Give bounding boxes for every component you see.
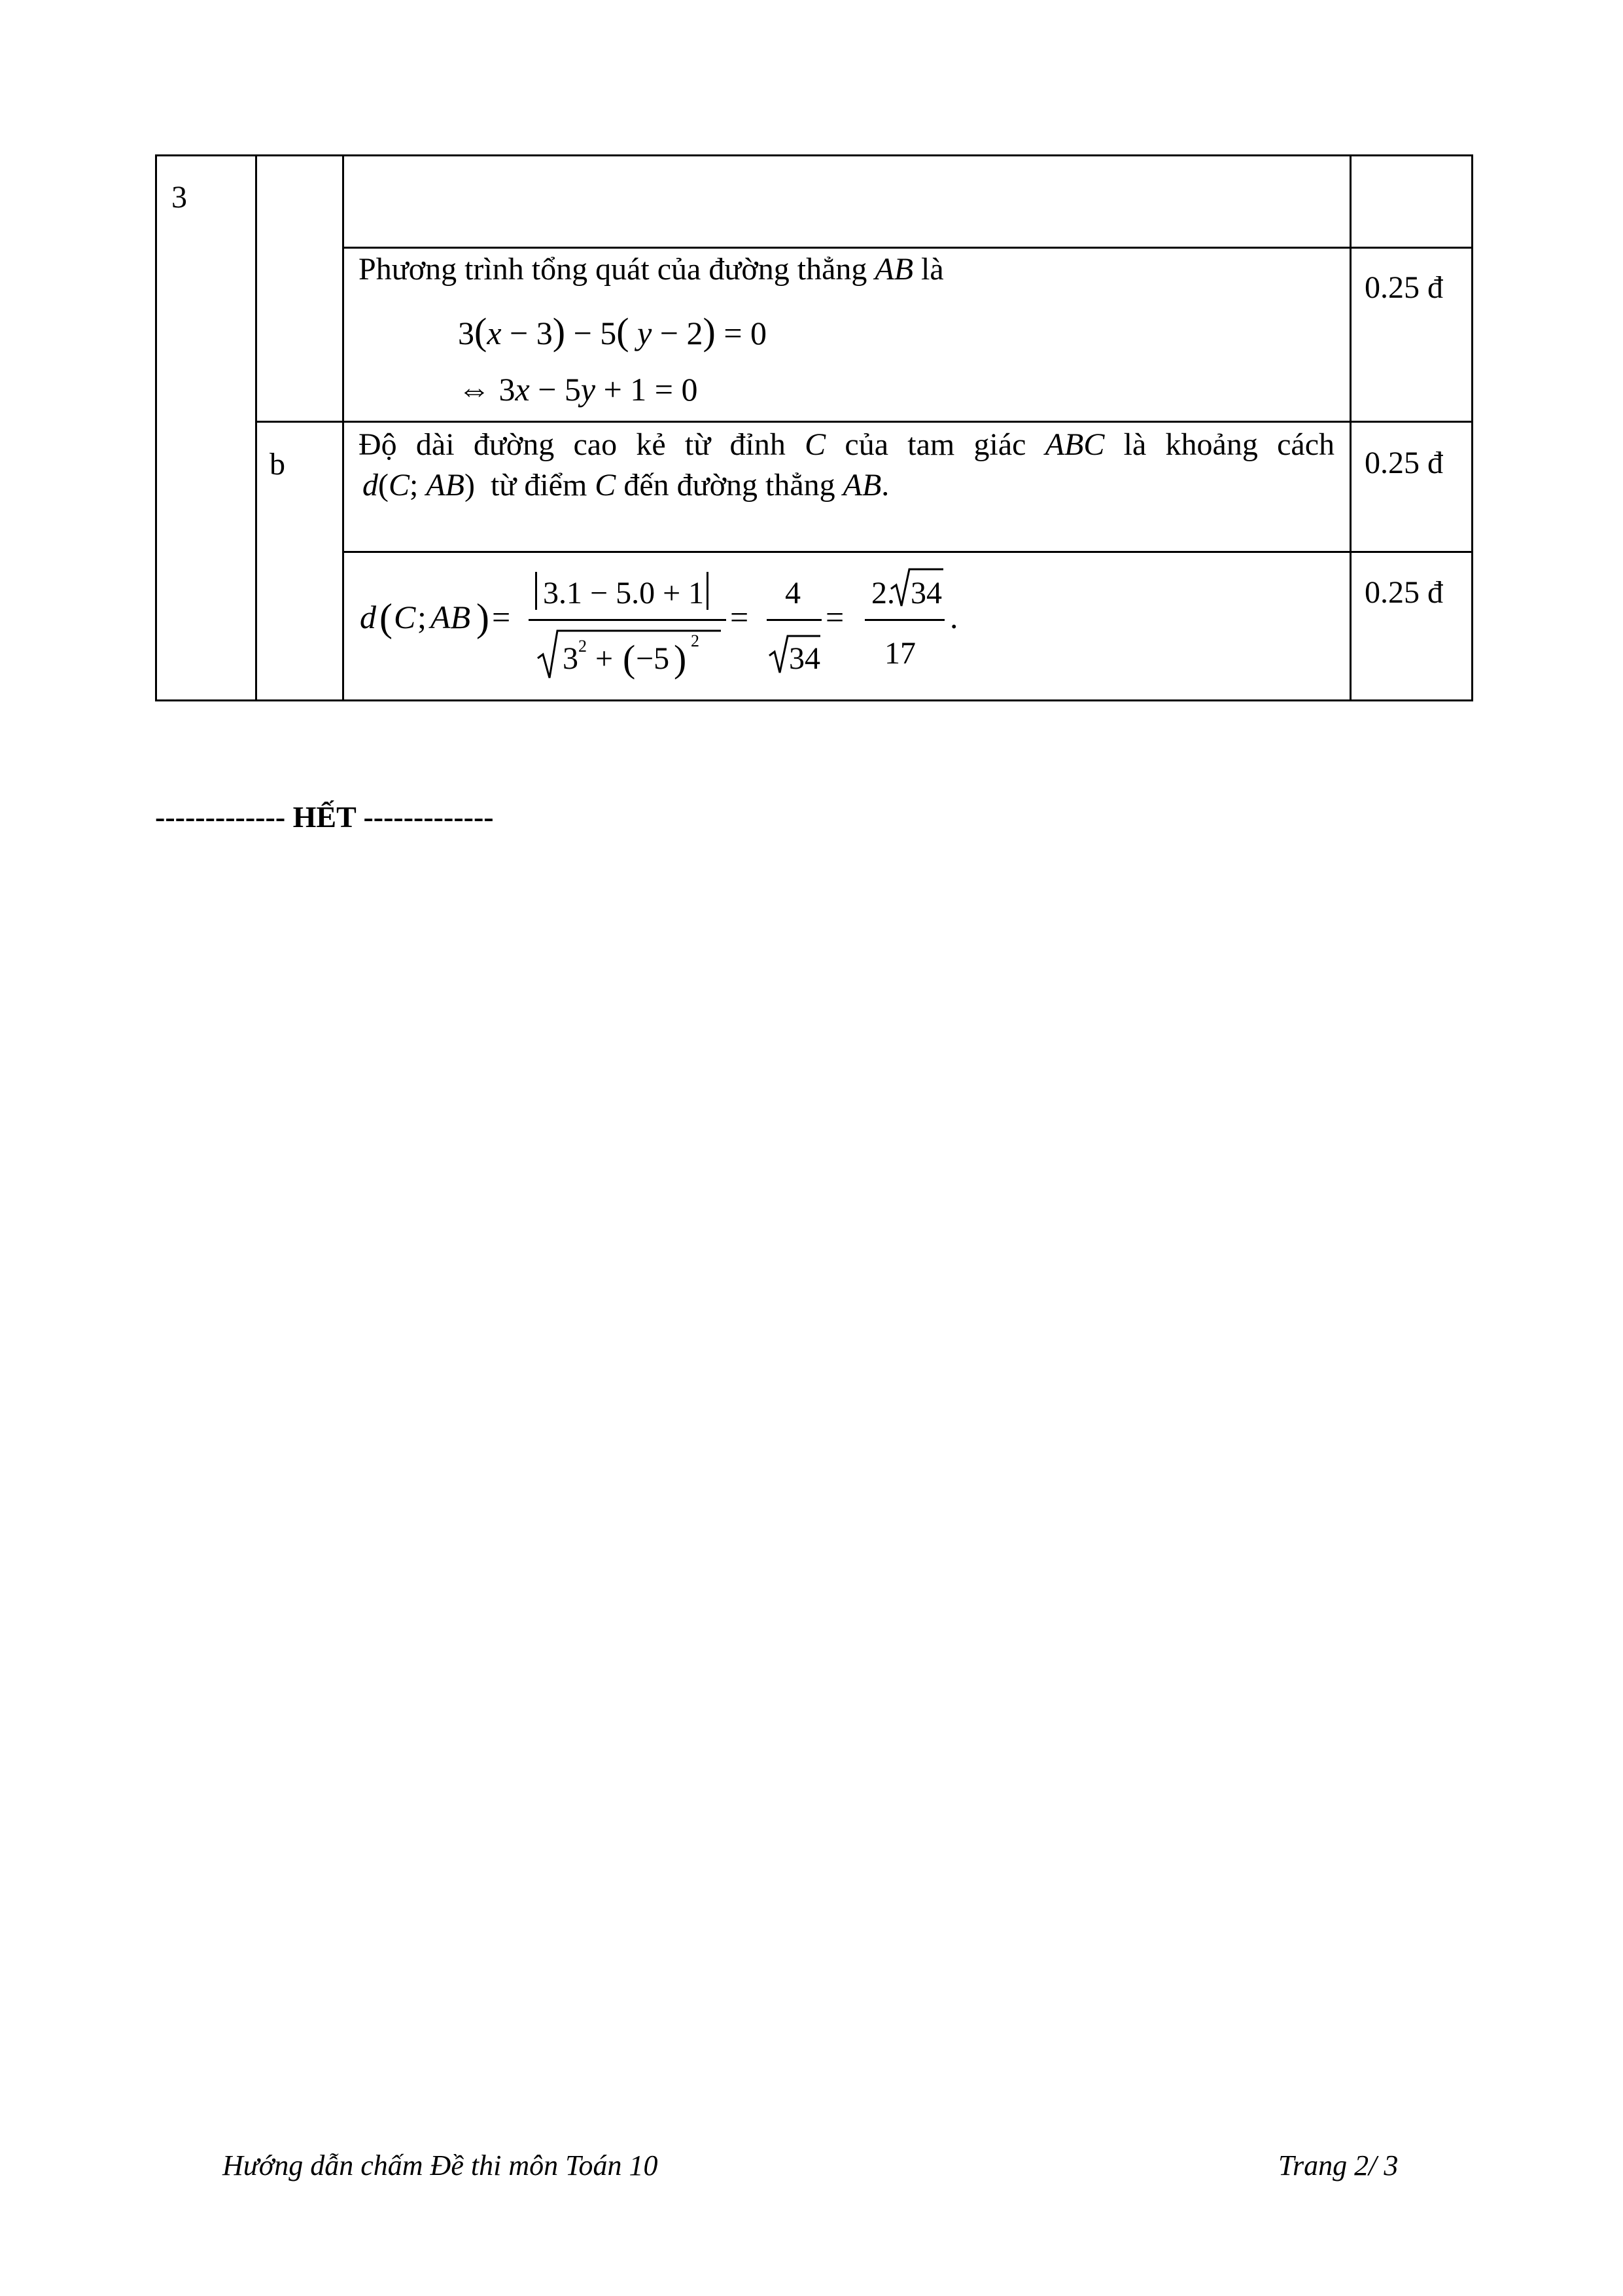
svg-text:=: = <box>730 599 749 635</box>
table-border-right <box>1471 154 1473 701</box>
altitude-description-line2: d(C; AB) từ điểm C đến đường thẳng AB. <box>362 468 890 503</box>
svg-text:2: 2 <box>578 637 587 656</box>
altitude-description-line1: Độ dài đường cao kẻ từ đỉnh C của tam giác ABC là khoảng cách <box>358 427 1335 462</box>
row-sep-1 <box>342 247 1473 249</box>
svg-text:=: = <box>492 599 511 635</box>
footer-title: Hướng dẫn chấm Đề thi môn Toán 10 <box>222 2149 658 2181</box>
svg-text:3: 3 <box>563 641 578 676</box>
table-border-top <box>155 154 1473 156</box>
svg-text:2: 2 <box>691 631 699 650</box>
svg-text:): ) <box>476 596 489 639</box>
equation-2: ⇔ 3x − 5y + 1 = 0 <box>458 371 698 408</box>
part-label-b: b <box>270 447 285 482</box>
svg-text:d: d <box>360 599 376 635</box>
svg-text:AB: AB <box>430 599 471 635</box>
svg-text:(: ( <box>623 637 636 680</box>
svg-text:17: 17 <box>884 636 916 671</box>
col-sep-3 <box>1350 154 1352 701</box>
svg-text:34: 34 <box>789 641 820 676</box>
table-border-left <box>155 154 157 701</box>
svg-text:;: ; <box>417 599 427 635</box>
distance-formula <box>353 563 1007 694</box>
equation-1: 3(x − 3) − 5( y − 2) = 0 <box>458 310 767 353</box>
svg-text:2.: 2. <box>871 576 895 610</box>
row-sep-3 <box>342 551 1473 553</box>
score-row-3: 0.25 đ <box>1365 446 1443 480</box>
table-border-bottom <box>155 699 1473 701</box>
general-equation-intro: Phương trình tổng quát của đường thẳng AB là <box>358 252 944 287</box>
svg-text:C: C <box>394 599 416 635</box>
question-number: 3 <box>171 180 187 215</box>
svg-text:(: ( <box>379 596 393 639</box>
col-sep-2 <box>342 154 344 701</box>
svg-text:34: 34 <box>911 576 942 610</box>
page-number: Trang 2/ 3 <box>1278 2149 1399 2181</box>
col-sep-1 <box>255 154 257 701</box>
svg-text:.: . <box>950 599 958 635</box>
end-marker: ------------- HẾT ------------- <box>155 800 494 834</box>
svg-text:3.1 − 5.0 + 1: 3.1 − 5.0 + 1 <box>543 576 705 610</box>
score-row-2: 0.25 đ <box>1365 270 1443 305</box>
score-row-4: 0.25 đ <box>1365 575 1443 610</box>
svg-text:−5: −5 <box>636 641 670 676</box>
svg-text:=: = <box>826 599 845 635</box>
svg-text:): ) <box>674 637 687 680</box>
svg-text:4: 4 <box>785 576 801 610</box>
svg-text:+: + <box>595 641 614 676</box>
row-sep-2 <box>255 421 1473 423</box>
